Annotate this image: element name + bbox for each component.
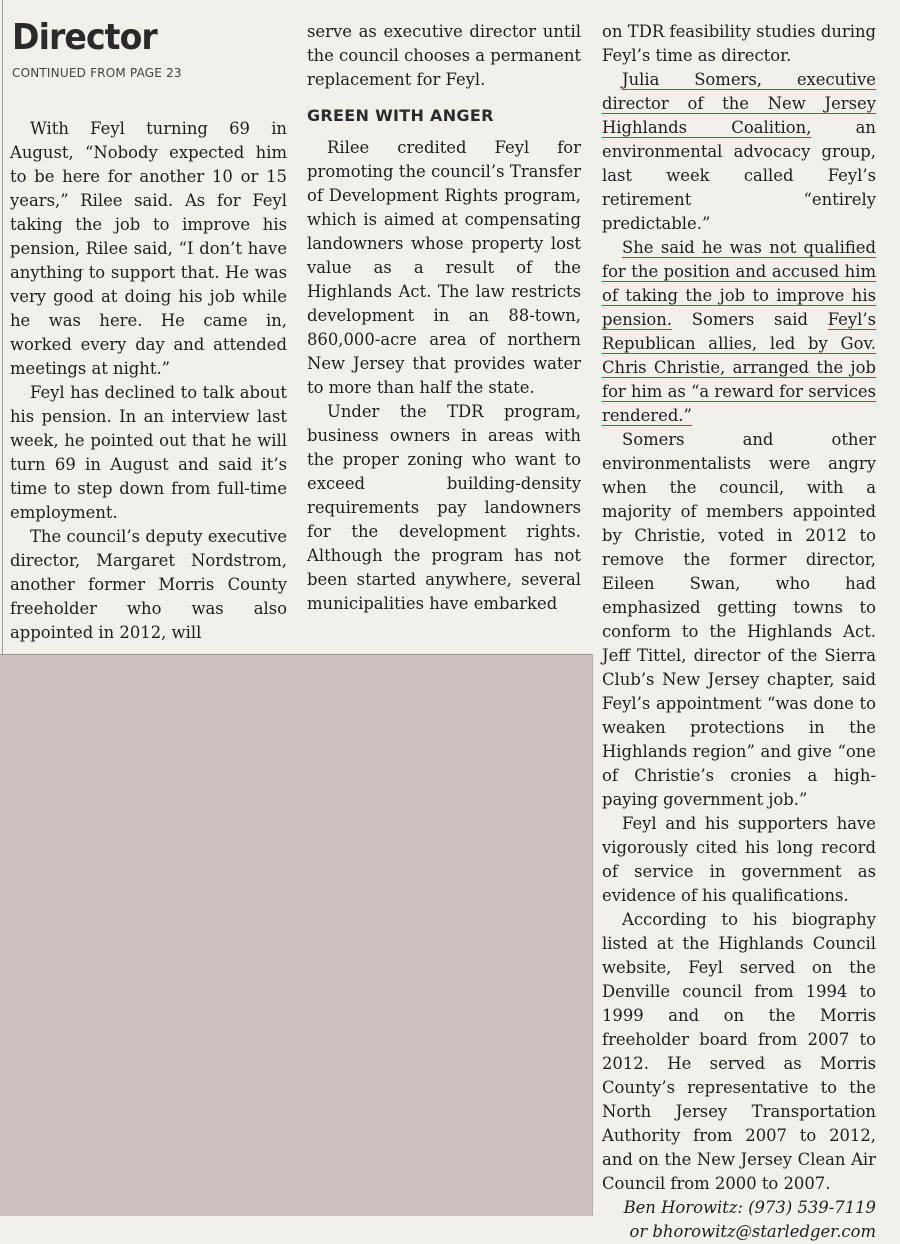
redacted-area	[0, 654, 593, 1216]
paragraph-somers	[602, 68, 876, 236]
paragraph: With Feyl turning 69 in August, “Nobody expected him to be here for another 10 or 15 years,” Rilee said. As for Feyl taking the job to improve his pension, Rilee said, “I don’t have anything to support that. He was very good at doing his job while he was here. He came in, worked every day and attended meetings at night.”	[10, 119, 287, 378]
column-rule	[592, 654, 593, 1215]
column-rule	[2, 0, 3, 654]
paragraph: Rilee credited Feyl for promoting the council’s Transfer of Development Rights program, which is aimed at compensating landowners whose property lost value as a result of the Highlands Act. The law restricts development in an 88-town, 860,000-acre area of northern New Jersey that provides water to more than half the state.	[307, 138, 581, 397]
paragraph-text: Somers said	[672, 310, 828, 329]
underlined-text: Julia Somers, executive director of the New Jersey Highlands Coalition,	[602, 70, 876, 137]
column-2	[307, 20, 581, 616]
headline: Director	[12, 17, 157, 58]
underlined-text: Feyl’s Republican allies, led by Gov. Chris Christie, arranged the job for him as “a reward for services rendered.”	[602, 310, 876, 425]
column-1	[10, 117, 287, 645]
byline-name-phone: Ben Horowitz: (973) 539-7119	[623, 1198, 876, 1217]
paragraph: Under the TDR program, business owners in areas with the proper zoning who want to exceed building-density requirements pay landowners for the development rights. Although the program has not been started anywhere, several municipalities have embarked	[307, 402, 581, 613]
underlined-text: She said he was not qualified for the position and accused him of taking the job to improve his pension.	[602, 238, 876, 329]
paragraph: serve as executive director until the council chooses a permanent replacement for Feyl.	[307, 22, 582, 89]
paragraph-qualified	[602, 236, 876, 428]
subhead: GREEN WITH ANGER	[307, 106, 494, 125]
byline	[602, 1196, 876, 1244]
paragraph: Somers and other environmentalists were angry when the council, with a majority of members appointed by Christie, voted in 2012 to remove the former director, Eileen Swan, who had emphasized getting towns to conform to the Highlands Act. Jeff Tittel, director of the Sierra Club’s New Jersey chapter, said Feyl’s appointment “was done to weaken protections in the Highlands region” and give “one of Christie’s cronies a high-paying government job.”	[602, 430, 876, 809]
byline-email: or bhorowitz@starledger.com	[629, 1222, 876, 1241]
paragraph: According to his biography listed at the Highlands Council website, Feyl served on the Denville council from 1994 to 1999 and on the Morris freeholder board from 2007 to 2012. He served as Morris County’s representative to the North Jersey Transportation Authority from 2007 to 2012, and on the New Jersey Clean Air Council from 2000 to 2007.	[602, 910, 876, 1193]
continued-line: CONTINUED FROM PAGE 23	[12, 66, 182, 80]
paragraph-text: an environmental advocacy group, last week called Feyl’s retirement “entirely predictable.”	[602, 118, 876, 233]
paragraph: on TDR feasibility studies during Feyl’s time as director.	[602, 22, 876, 65]
paragraph: Feyl has declined to talk about his pension. In an interview last week, he pointed out that he will turn 69 in August and said it’s time to step down from full-time employment.	[10, 383, 287, 522]
paragraph: Feyl and his supporters have vigorously cited his long record of service in government as evidence of his qualifications.	[602, 814, 876, 905]
paragraph: The council’s deputy executive director, Margaret Nordstrom, another former Morris County freeholder who was also appointed in 2012, will	[10, 527, 287, 642]
column-3	[602, 20, 876, 1244]
